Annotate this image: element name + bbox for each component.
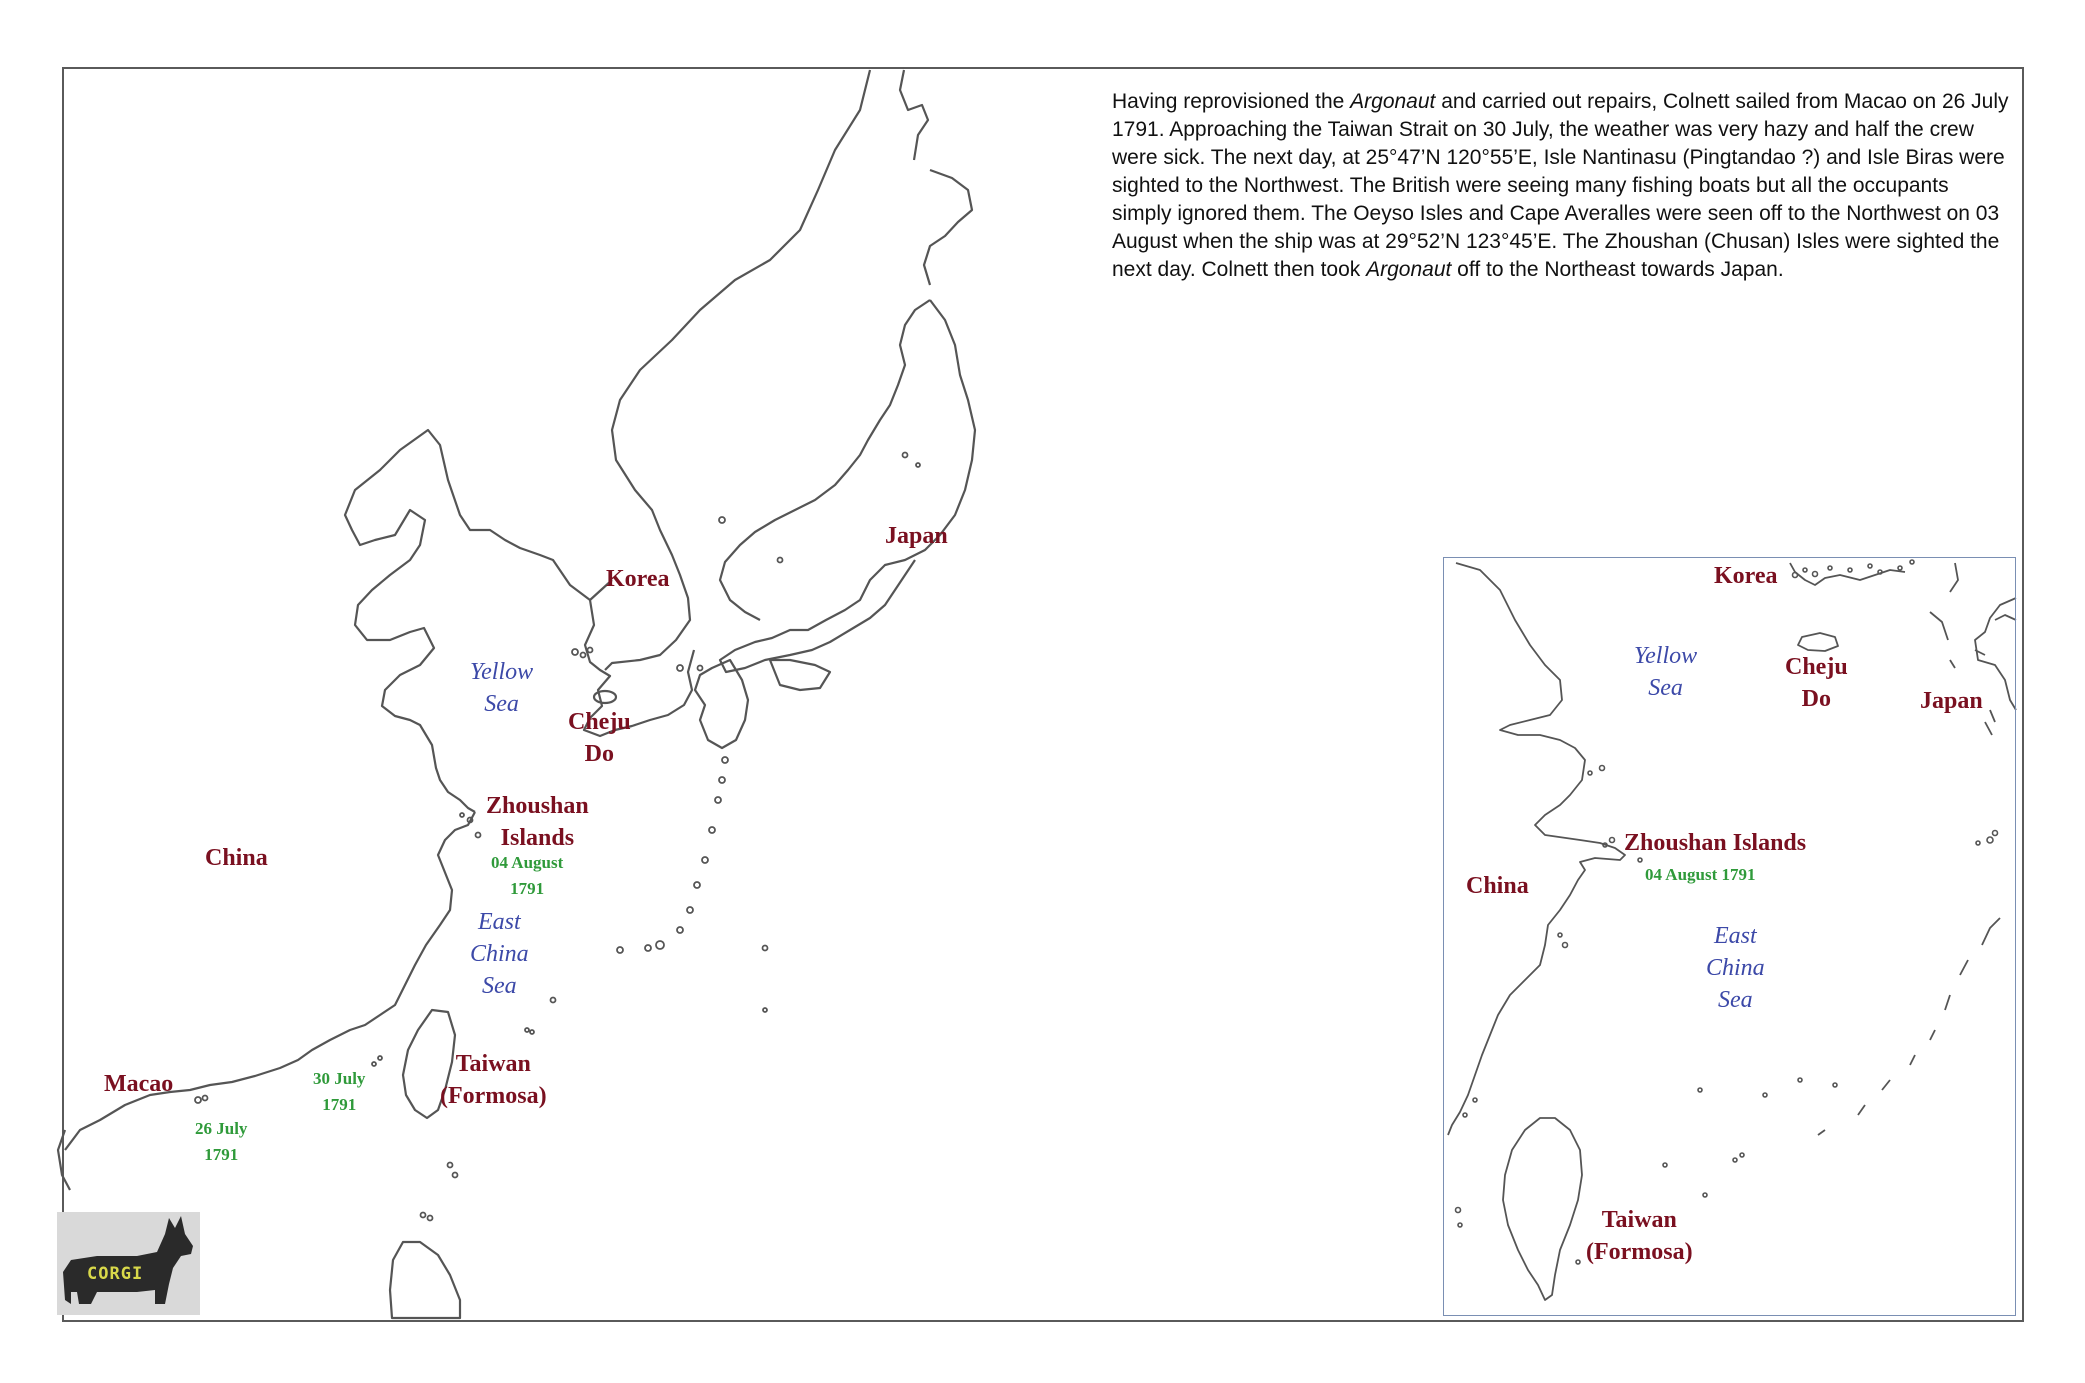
inset-label-zhoushan-islands: Zhoushan Islands [1624,830,1807,856]
coast-china-north [345,430,590,812]
coast-honshu [720,300,975,672]
inset-label-east-china-sea: East China Sea [1706,923,1765,1013]
coast-hainan [58,1130,70,1190]
label-korea: Korea [606,566,670,592]
label-china: China [205,845,268,871]
inset-label-yellow-sea: Yellow Sea [1634,643,1698,701]
coast-honshu-north [720,300,930,620]
inset-label-korea: Korea [1714,563,1778,589]
label-zhoushan-islands: Zhoushan Islands [486,793,589,851]
label-japan: Japan [885,523,948,549]
inset-label-date-04-august: 04 August 1791 [1645,865,1756,884]
narrative-text [1112,88,2012,284]
inset-label-taiwan: Taiwan (Formosa) [1586,1207,1693,1265]
label-date-04-august: 04 August 1791 [491,853,564,898]
label-macao: Macao [104,1071,174,1097]
label-east-china-sea: East China Sea [470,909,529,999]
narrative-part-3: off to the Northeast towards Japan. [1451,258,1784,281]
label-cheju-do: Cheju Do [568,709,631,767]
coast-kyushu [695,660,748,748]
label-date-30-july: 30 July 1791 [313,1069,366,1114]
narrative-part-2: and carried out repairs, Colnett sailed from Macao on 26 July 1791. Approaching the Taiwan Strait on 30 July, the weather was very hazy and half the crew were sick. The next day, at 25°47’N 120°55’E, Isle Nantinasu (Pingtandao ?) and Isle Biras were sighted to the Northwest. The British were seeing many fishing boats but all the occupants simply ignored them. The Oeyso Isles and Cape Averalles were seen off to the Northwest on 03 August when the ship was at 29°52’N 123°45’E. The Zhoushan (Chusan) Isles were sighted the next day. Colnett then took [1112,90,2009,281]
inset-label-china: China [1466,873,1529,899]
coast-luzon [390,1242,460,1318]
label-yellow-sea: Yellow Sea [470,659,534,717]
narrative-part-1: Having reprovisioned the [1112,90,1351,113]
inset-label-cheju-do: Cheju Do [1785,654,1848,712]
coast-hokkaido [924,170,972,285]
logo-text: CORGI [87,1264,144,1284]
ship-name: Argonaut [1350,90,1436,113]
label-date-26-july: 26 July 1791 [195,1119,248,1164]
coast-cheju-main [594,691,616,703]
coast-sakhalin [900,70,928,160]
inset-label-japan: Japan [1920,688,1983,714]
ship-name: Argonaut [1366,258,1452,281]
label-taiwan: Taiwan (Formosa) [440,1051,547,1109]
corgi-logo [57,1212,200,1315]
coast-shikoku [770,660,830,690]
